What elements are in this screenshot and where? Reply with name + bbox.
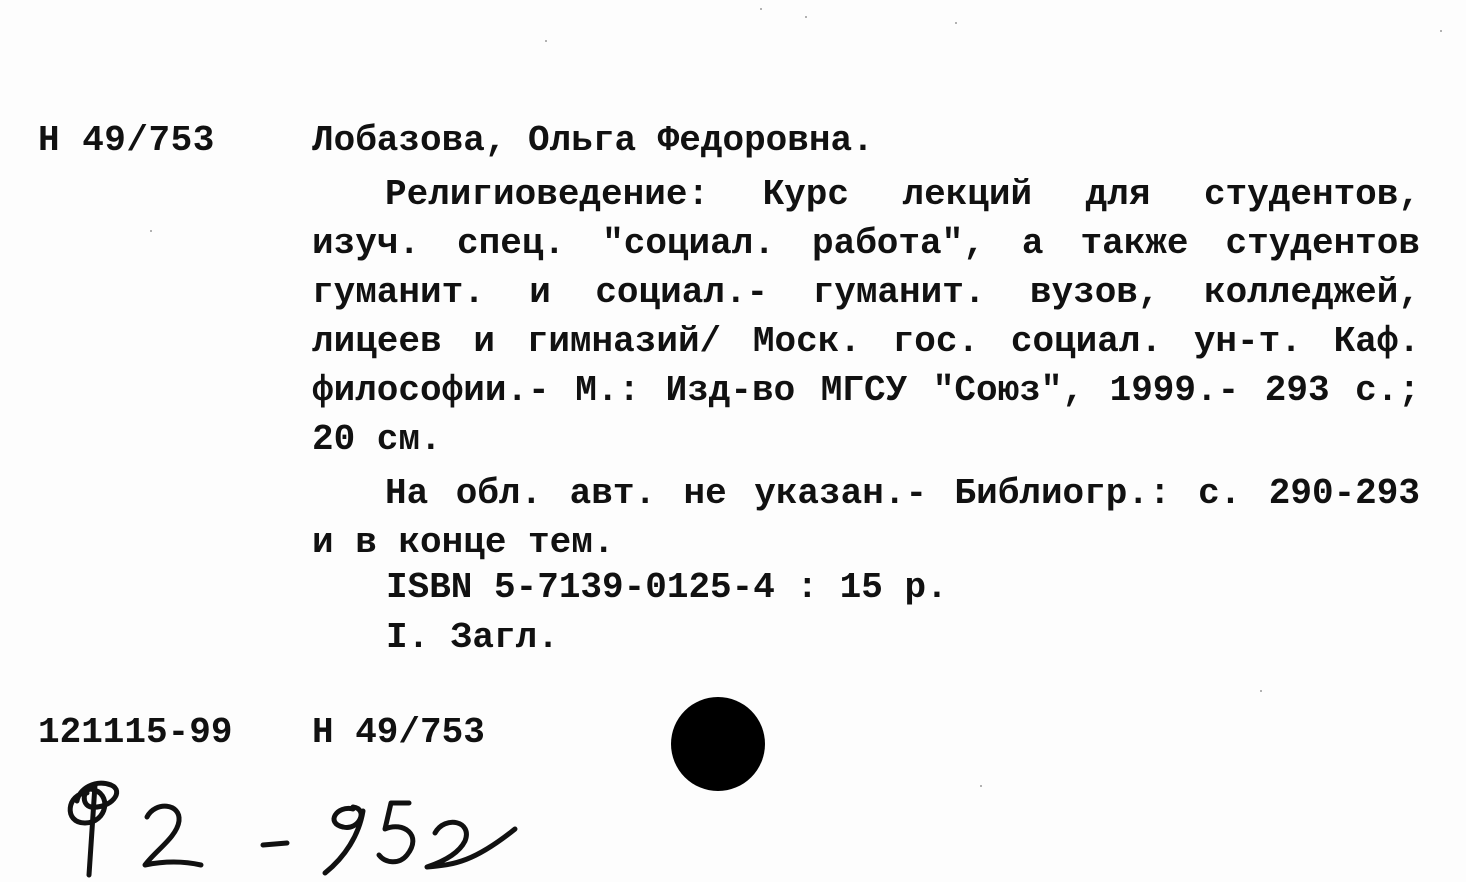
punch-hole-icon	[671, 697, 765, 791]
handwritten-note	[55, 765, 535, 880]
notes-text: На обл. авт. не указан.- Библиогр.: с. 290-293 и в конце тем.	[312, 473, 1420, 563]
isbn-line: ISBN 5-7139-0125-4 : 15 р.	[386, 567, 948, 608]
scan-speck	[980, 785, 982, 787]
scan-speck	[1440, 30, 1442, 32]
scan-speck	[805, 16, 807, 18]
scan-speck	[955, 22, 957, 24]
notes	[312, 469, 1420, 567]
author-heading: Лобазова, Ольга Федоровна.	[312, 120, 874, 161]
title-statement-text: Религиоведение: Курс лекций для студентов, изуч. спец. "социал. работа", а также студентов гуманит. и социал.- гуманит. вузов, колледжей, лицеев и гимназий/ Моск. гос. социал. ун-т. Каф. философии.- М.: Изд-во МГСУ "Союз", 1999.- 293 с.; 20 см.	[312, 174, 1420, 460]
subject-heading: I. Загл.	[386, 617, 559, 658]
call-number: Н 49/753	[38, 120, 215, 161]
scan-speck	[150, 230, 152, 232]
scan-speck	[1260, 690, 1262, 692]
scan-speck	[545, 40, 547, 42]
accession-number: 121115-99	[38, 712, 233, 753]
title-statement	[312, 170, 1420, 464]
shelf-mark: Н 49/753	[312, 712, 485, 753]
scan-speck	[760, 8, 762, 10]
